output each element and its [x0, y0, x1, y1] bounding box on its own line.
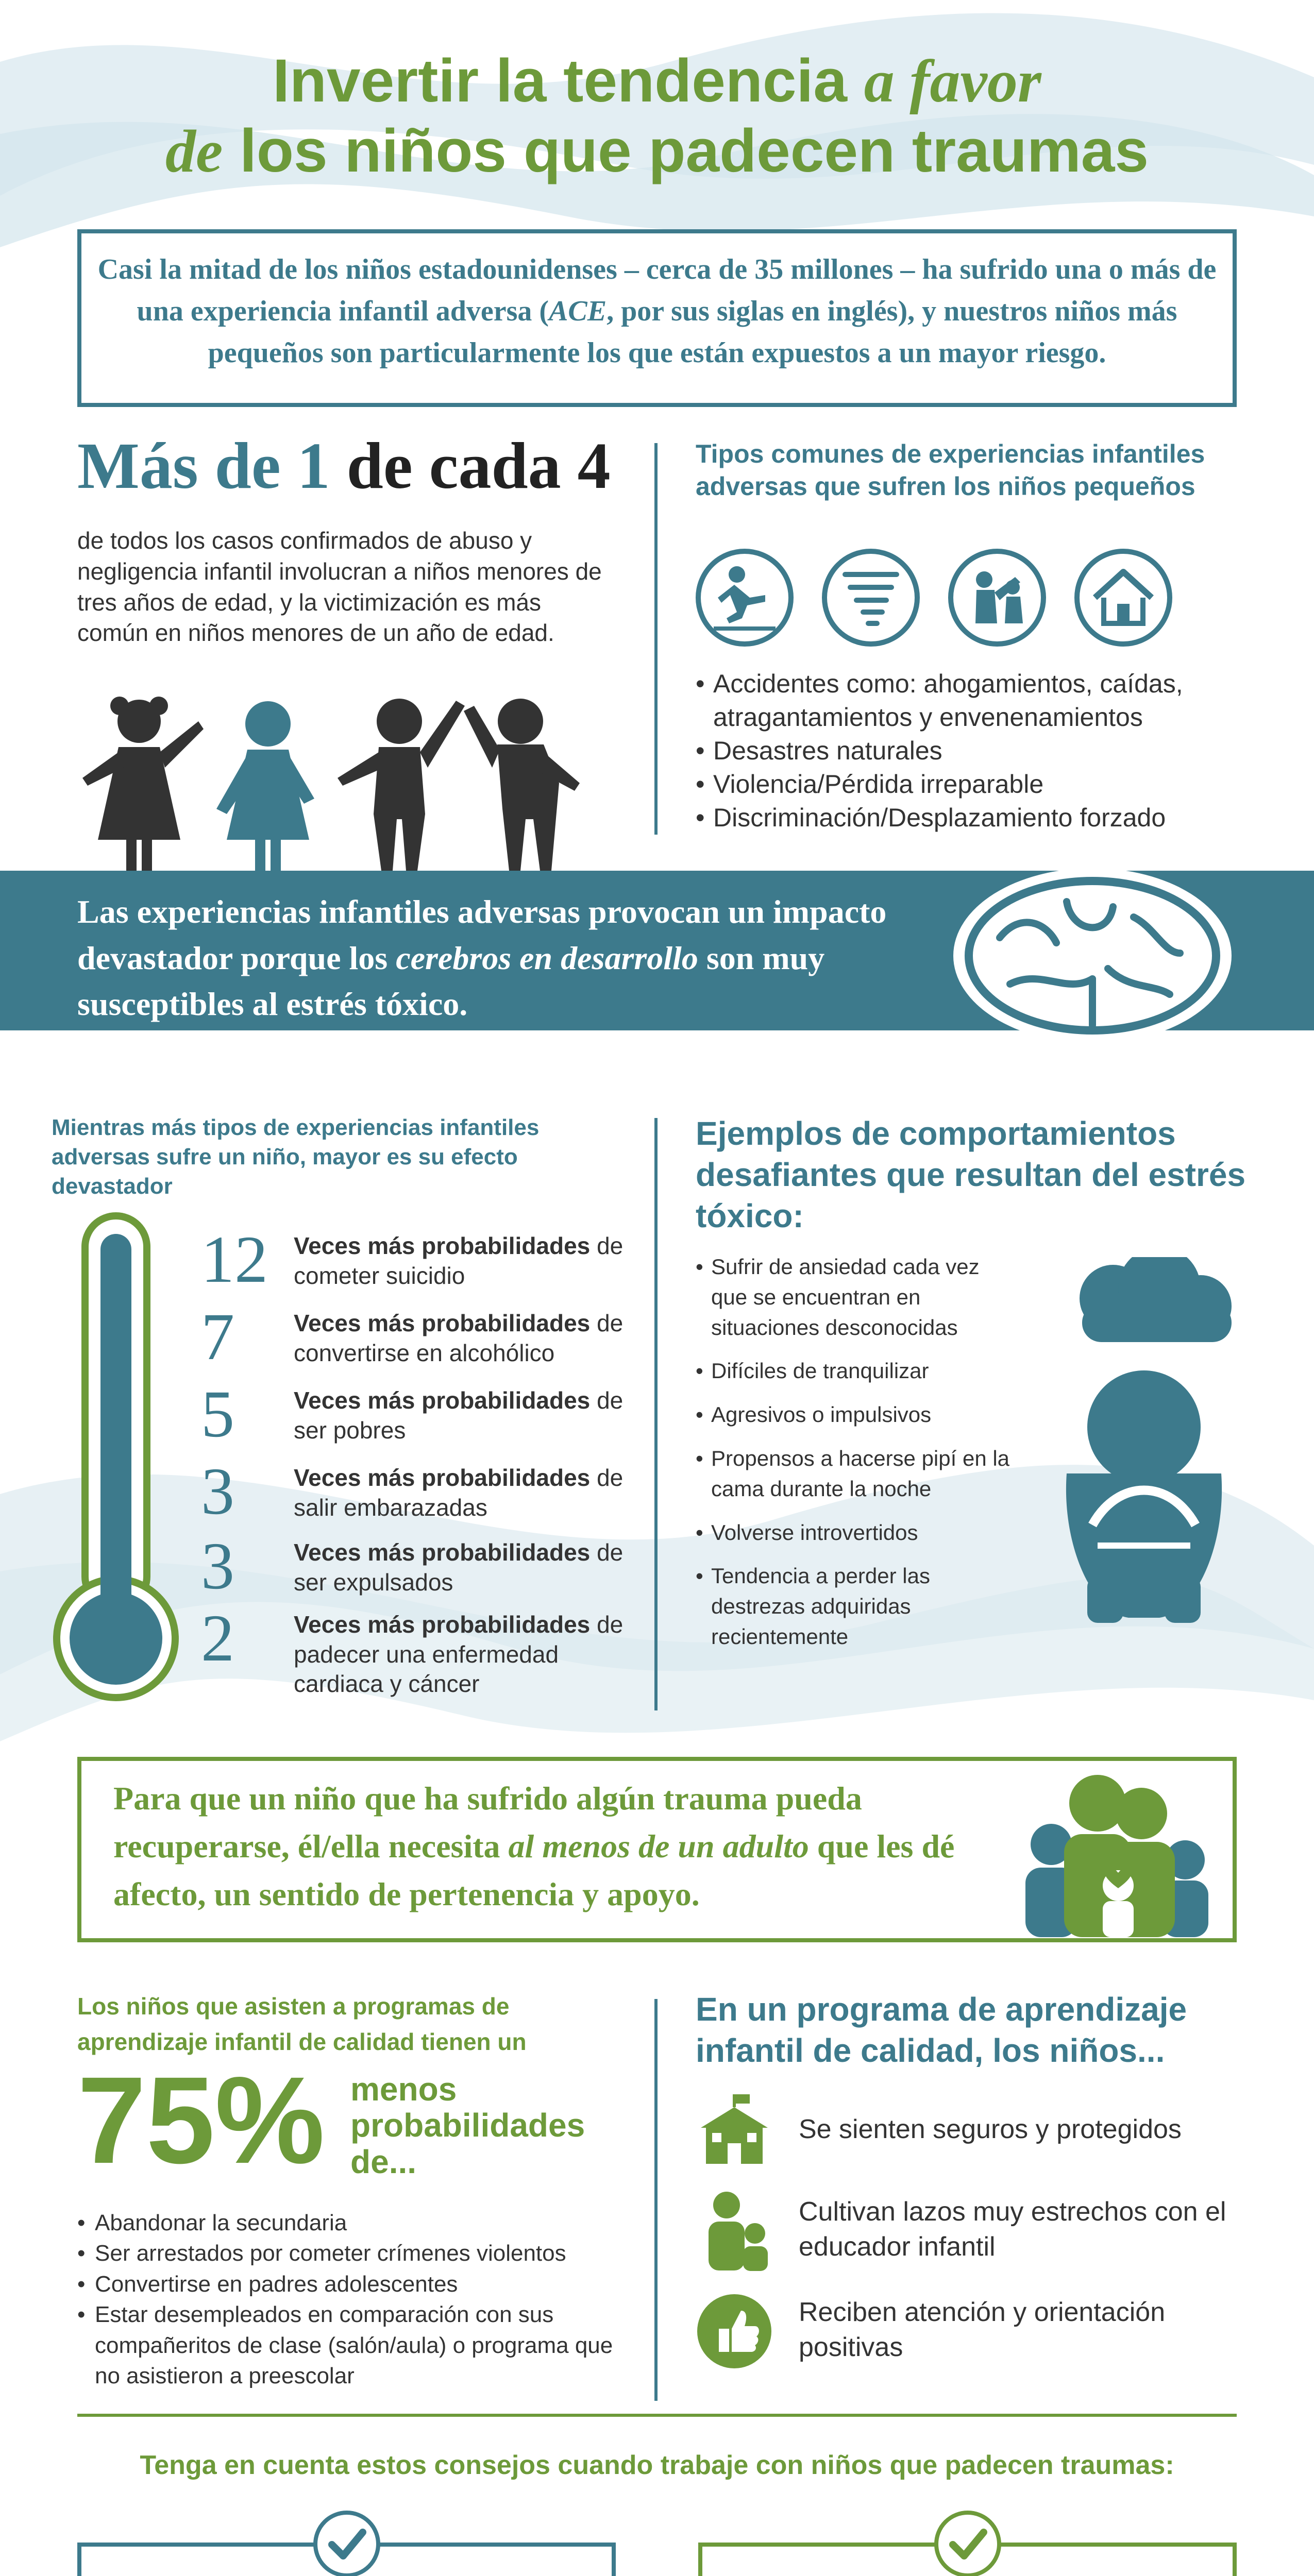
intro-text-2: , por sus siglas en inglés), y nuestros niños más pequeños son particularmente los que están expuestos a un mayor riesgo. — [208, 295, 1177, 369]
school-icon — [696, 2092, 773, 2169]
stat-heading-part-2: de cada 4 — [346, 429, 611, 502]
example-item: • Difíciles de tranquilizar — [696, 1356, 1020, 1386]
educator-child-icon — [696, 2190, 773, 2272]
house-icon — [1072, 546, 1175, 649]
types-icons — [693, 546, 1260, 649]
therm-rest: de padecer una enfermedad cardiaca y cáncer — [294, 1611, 624, 1697]
sad-child-cloud-icon — [1025, 1257, 1262, 1628]
section-divider — [654, 443, 658, 835]
brain-text-2: cerebros en desarrollo — [396, 939, 698, 976]
brain-text-3: son muy susceptibles al estrés tóxico. — [77, 939, 825, 1023]
thermometer-icon — [52, 1211, 186, 1705]
therm-rest: de ser pobres — [294, 1387, 624, 1444]
tip-card — [77, 2543, 616, 2576]
quality-heading: En un programa de aprendizaje infantil de calidad, los niños... — [696, 1991, 1187, 2069]
intro-box — [77, 229, 1237, 407]
therm-bold: Veces más probabilidades — [294, 1611, 591, 1638]
therm-bold: Veces más probabilidades — [294, 1310, 591, 1336]
adult-text-1: Para que un niño que ha sufrido algún trauma pueda recuperarse, él/ella necesita — [113, 1780, 862, 1865]
programs-item: • Abandonar la secundaria — [77, 2208, 634, 2238]
adult-support-text — [113, 1775, 979, 1918]
brain-banner-text — [77, 889, 953, 1027]
intro-ace: ACE — [549, 295, 607, 328]
title-part-3: de — [165, 117, 223, 185]
stat-body: de todos los casos confirmados de abuso y negligencia infantil involucran a niños menores de tres años de edad, y la victimización es más común en niños menores de un año de edad. — [77, 527, 602, 647]
stat-heading-part-1: Más de 1 — [77, 429, 330, 502]
family-icon — [1005, 1772, 1232, 1937]
therm-text — [294, 1610, 654, 1699]
title-part-1: Invertir la tendencia — [273, 47, 847, 115]
example-item: • Sufrir de ansiedad cada vez que se encuentran en situaciones desconocidas — [696, 1252, 1020, 1343]
therm-num: 5 — [201, 1377, 234, 1451]
tip-card — [698, 2543, 1237, 2576]
tips-heading: Tenga en cuenta estos consejos cuando trabaje con niños que padecen traumas: — [140, 2450, 1174, 2480]
therm-text — [294, 1386, 654, 1445]
brain-text-1: Las experiencias infantiles adversas provocan un impacto devastador porque los — [77, 893, 887, 976]
adult-text-2: al menos de un adulto — [508, 1827, 809, 1865]
therm-rest: de convertirse en alcohólico — [294, 1310, 624, 1366]
therm-bold: Veces más probabilidades — [294, 1464, 591, 1491]
types-item: • Desastres naturales — [696, 734, 1262, 768]
therm-num: 12 — [201, 1223, 268, 1297]
check-icon — [934, 2511, 1001, 2576]
programs-percent-label: menos probabilidades de... — [350, 2071, 585, 2180]
programs-item: • Estar desempleados en comparación con sus compañeritos de clase (salón/aula) o programa que no asistieron a preescolar — [77, 2299, 634, 2391]
examples-list — [696, 1252, 1020, 1666]
programs-percent: 75% — [77, 2051, 325, 2189]
examples-heading: Ejemplos de comportamientos desafiantes que resultan del estrés tóxico: — [696, 1115, 1246, 1234]
brain-icon — [938, 850, 1247, 1066]
quality-item: Reciben atención y orientación positivas — [799, 2297, 1166, 2362]
programs-item: • Convertirse en padres adolescentes — [77, 2269, 634, 2299]
types-heading: Tipos comunes de experiencias infantiles adversas que sufren los niños pequeños — [696, 439, 1205, 501]
quality-item: Cultivan lazos muy estrechos con el educador infantil — [799, 2197, 1226, 2262]
types-item: • Accidentes como: ahogamientos, caídas, atragantamientos y envenenamientos — [696, 667, 1262, 734]
example-item: • Propensos a hacerse pipí en la cama durante la noche — [696, 1444, 1020, 1504]
types-list — [696, 667, 1262, 835]
types-item: • Violencia/Pérdida irreparable — [696, 768, 1262, 801]
section-divider — [654, 1999, 658, 2401]
adult-text-3: que les dé afecto, un sentido de pertenencia y apoyo. — [113, 1827, 955, 1912]
therm-rest: de cometer suicidio — [294, 1232, 624, 1289]
therm-text — [294, 1231, 654, 1291]
check-icon — [313, 2511, 380, 2576]
example-item: • Tendencia a perder las destrezas adquiridas recientemente — [696, 1561, 1020, 1652]
therm-num: 3 — [201, 1454, 234, 1529]
title-part-2: a favor — [864, 47, 1041, 115]
example-item: • Volverse introvertidos — [696, 1518, 1020, 1548]
thumbs-up-icon — [696, 2293, 773, 2370]
intro-text-1: Casi la mitad de los niños estadounidenses – cerca de 35 millones – ha sufrido una o más de una experiencia infantil adversa ( — [97, 253, 1217, 328]
therm-num: 7 — [201, 1300, 234, 1374]
therm-rest: de ser expulsados — [294, 1539, 624, 1596]
therm-bold: Veces más probabilidades — [294, 1387, 591, 1414]
therm-text — [294, 1538, 654, 1597]
example-item: • Agresivos o impulsivos — [696, 1400, 1020, 1430]
accident-icon — [693, 546, 796, 649]
therm-rest: de salir embarazadas — [294, 1464, 624, 1521]
therm-heading: Mientras más tipos de experiencias infantiles adversas sufre un niño, mayor es su efecto devastador — [52, 1115, 540, 1199]
therm-bold: Veces más probabilidades — [294, 1232, 591, 1259]
therm-num: 3 — [201, 1529, 234, 1603]
tornado-icon — [819, 546, 922, 649]
quality-item: Se sienten seguros y protegidos — [799, 2114, 1182, 2144]
section-divider — [654, 1118, 658, 1710]
types-item: • Discriminación/Desplazamiento forzado — [696, 801, 1262, 835]
therm-text — [294, 1309, 654, 1368]
therm-bold: Veces más probabilidades — [294, 1539, 591, 1566]
therm-num: 2 — [201, 1601, 234, 1675]
tips-divider — [77, 2414, 1237, 2417]
programs-item: • Ser arrestados por cometer crímenes violentos — [77, 2238, 634, 2268]
title-part-4: los niños que padecen traumas — [240, 116, 1149, 185]
programs-intro: Los niños que asisten a programas de aprendizaje infantil de calidad tienen un — [77, 1993, 527, 2055]
page-title — [0, 46, 1314, 186]
violence-icon — [946, 546, 1049, 649]
children-silhouettes — [77, 690, 582, 876]
programs-list — [77, 2208, 634, 2391]
stat-heading — [77, 429, 611, 502]
therm-text — [294, 1463, 654, 1522]
